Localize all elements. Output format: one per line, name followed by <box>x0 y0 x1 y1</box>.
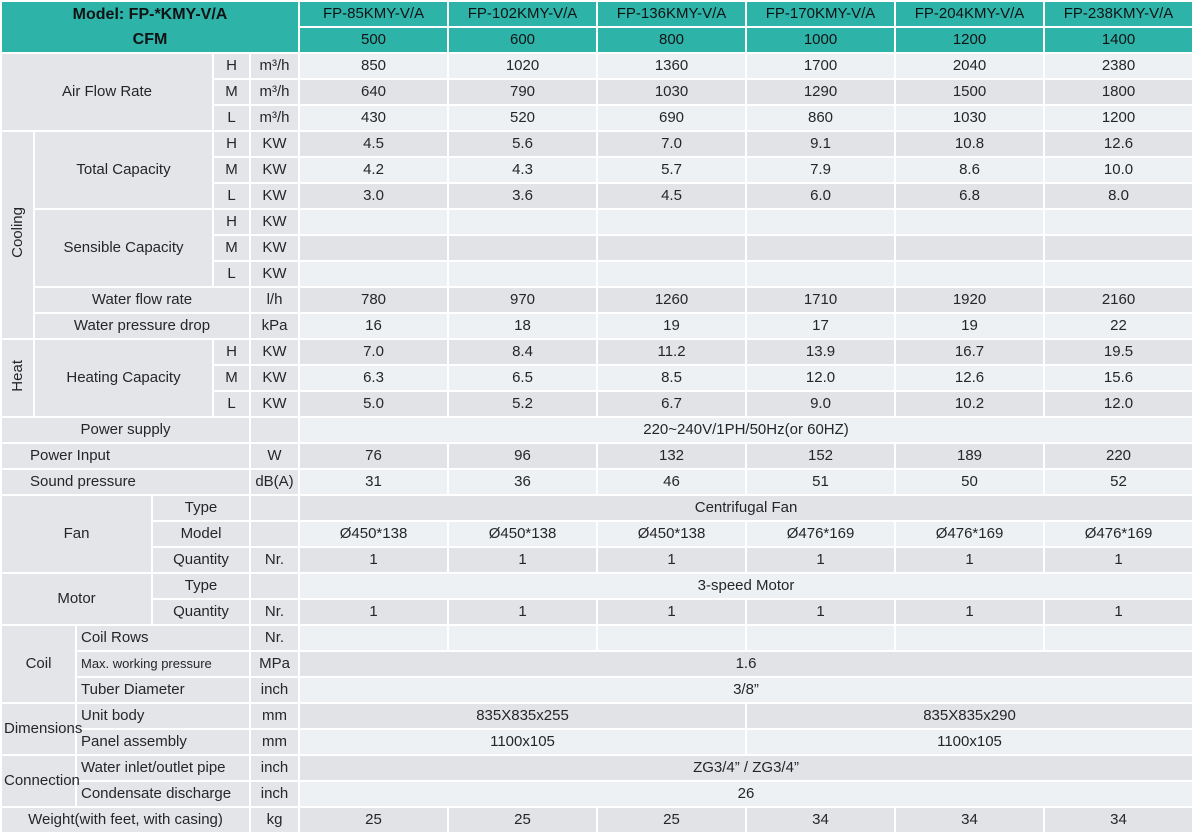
data-cell: 430 <box>300 106 447 130</box>
data-cell: 5.6 <box>449 132 596 156</box>
data-cell: Ø450*138 <box>598 522 745 546</box>
unit-label: l/h <box>251 288 298 312</box>
data-cell: 1 <box>1045 548 1192 572</box>
unit-label: dB(A) <box>251 470 298 494</box>
table-row <box>2 574 1192 598</box>
data-cell: 1290 <box>747 80 894 104</box>
data-cell: 8.0 <box>1045 184 1192 208</box>
data-cell: 6.0 <box>747 184 894 208</box>
model-column-header: FP-102KMY-V/A <box>449 2 596 26</box>
unit-label: mm <box>251 704 298 728</box>
unit-label: MPa <box>251 652 298 676</box>
data-cell-empty <box>300 626 447 650</box>
data-cell: 10.2 <box>896 392 1043 416</box>
data-cell: 1 <box>449 600 596 624</box>
cfm-value: 1200 <box>896 28 1043 52</box>
data-cell-empty <box>1045 626 1192 650</box>
row-label-panel-assembly: Panel assembly <box>77 730 249 754</box>
row-label-sensible-capacity: Sensible Capacity <box>35 210 212 286</box>
table-row <box>2 418 1192 442</box>
table-row <box>2 652 1192 676</box>
data-cell: 34 <box>1045 808 1192 832</box>
data-cell: 46 <box>598 470 745 494</box>
data-cell: 12.0 <box>1045 392 1192 416</box>
section-label-connection: Connection <box>2 756 75 806</box>
data-cell: Ø476*169 <box>896 522 1043 546</box>
data-cell: 1920 <box>896 288 1043 312</box>
data-cell: 16.7 <box>896 340 1043 364</box>
unit-label: KW <box>251 262 298 286</box>
data-cell: 1 <box>747 600 894 624</box>
data-cell-power-supply: 220~240V/1PH/50Hz(or 60HZ) <box>300 418 1192 442</box>
data-cell: 6.5 <box>449 366 596 390</box>
data-cell: 7.0 <box>598 132 745 156</box>
speed-label: L <box>214 106 249 130</box>
data-cell: 8.4 <box>449 340 596 364</box>
unit-label: Nr. <box>251 626 298 650</box>
data-cell: 520 <box>449 106 596 130</box>
data-cell-empty <box>1045 210 1192 234</box>
data-cell: 1 <box>1045 600 1192 624</box>
data-cell-empty <box>896 262 1043 286</box>
row-label-power-supply: Power supply <box>2 418 249 442</box>
data-cell-empty <box>747 210 894 234</box>
data-cell: 1 <box>896 548 1043 572</box>
row-label-unit-body: Unit body <box>77 704 249 728</box>
unit-label: KW <box>251 236 298 260</box>
speed-label: L <box>214 262 249 286</box>
data-cell: 4.5 <box>598 184 745 208</box>
data-cell: 850 <box>300 54 447 78</box>
table-row <box>2 626 1192 650</box>
data-cell: 1360 <box>598 54 745 78</box>
data-cell-empty <box>300 210 447 234</box>
data-cell: 9.1 <box>747 132 894 156</box>
table-row <box>2 522 1192 546</box>
speed-label: H <box>214 132 249 156</box>
row-label-fan-quantity: Quantity <box>153 548 249 572</box>
unit-label: inch <box>251 756 298 780</box>
table-row <box>2 2 1192 26</box>
model-column-header: FP-136KMY-V/A <box>598 2 745 26</box>
data-cell: 189 <box>896 444 1043 468</box>
unit-label: KW <box>251 366 298 390</box>
section-label-fan: Fan <box>2 496 151 572</box>
data-cell-empty <box>747 236 894 260</box>
unit-label: inch <box>251 678 298 702</box>
data-cell: 1710 <box>747 288 894 312</box>
data-cell: 11.2 <box>598 340 745 364</box>
table-row <box>2 704 1192 728</box>
data-cell: 25 <box>449 808 596 832</box>
data-cell: Ø450*138 <box>449 522 596 546</box>
row-label-water-inlet-outlet-pipe: Water inlet/outlet pipe <box>77 756 249 780</box>
row-label-heating-capacity: Heating Capacity <box>35 340 212 416</box>
data-cell: 3.0 <box>300 184 447 208</box>
data-cell-condensate-discharge: 26 <box>300 782 1192 806</box>
section-label-dimensions: Dimensions <box>2 704 75 754</box>
data-cell-panel-assembly-right: 1100x105 <box>747 730 1192 754</box>
section-label-motor: Motor <box>2 574 151 624</box>
data-cell-empty <box>896 236 1043 260</box>
data-cell: 10.8 <box>896 132 1043 156</box>
data-cell: 6.7 <box>598 392 745 416</box>
data-cell: 4.2 <box>300 158 447 182</box>
unit-label: KW <box>251 210 298 234</box>
table-row <box>2 132 1192 156</box>
data-cell: 18 <box>449 314 596 338</box>
data-cell-empty <box>449 262 596 286</box>
table-row <box>2 444 1192 468</box>
data-cell: 1500 <box>896 80 1043 104</box>
data-cell: 640 <box>300 80 447 104</box>
data-cell: 2380 <box>1045 54 1192 78</box>
speed-label: M <box>214 80 249 104</box>
data-cell: 19 <box>598 314 745 338</box>
data-cell: 1 <box>449 548 596 572</box>
table-row <box>2 54 1192 78</box>
data-cell: 31 <box>300 470 447 494</box>
table-row <box>2 314 1192 338</box>
data-cell-empty <box>896 210 1043 234</box>
data-cell: 34 <box>747 808 894 832</box>
row-label-fan-type: Type <box>153 496 249 520</box>
speed-label: H <box>214 340 249 364</box>
model-header-cell <box>2 2 298 52</box>
data-cell: 5.7 <box>598 158 745 182</box>
data-cell: 860 <box>747 106 894 130</box>
data-cell: 76 <box>300 444 447 468</box>
table-row <box>2 496 1192 520</box>
data-cell: 9.0 <box>747 392 894 416</box>
unit-label-empty <box>251 574 298 598</box>
data-cell-unit-body-left: 835X835x255 <box>300 704 745 728</box>
unit-label: KW <box>251 132 298 156</box>
data-cell: 5.2 <box>449 392 596 416</box>
speed-label: M <box>214 236 249 260</box>
data-cell: 25 <box>598 808 745 832</box>
model-column-header: FP-170KMY-V/A <box>747 2 894 26</box>
speed-label: L <box>214 184 249 208</box>
data-cell-empty <box>300 262 447 286</box>
data-cell: 1 <box>300 548 447 572</box>
unit-label: KW <box>251 184 298 208</box>
data-cell: 1 <box>598 600 745 624</box>
speed-label: H <box>214 54 249 78</box>
unit-label-empty <box>251 522 298 546</box>
unit-label: m³/h <box>251 54 298 78</box>
section-label-cooling: Cooling <box>2 132 33 338</box>
data-cell: 132 <box>598 444 745 468</box>
data-cell: 1200 <box>1045 106 1192 130</box>
data-cell-empty <box>747 262 894 286</box>
data-cell-empty <box>747 626 894 650</box>
unit-label: mm <box>251 730 298 754</box>
data-cell: 2040 <box>896 54 1043 78</box>
data-cell: 34 <box>896 808 1043 832</box>
data-cell: 12.0 <box>747 366 894 390</box>
data-cell-empty <box>598 262 745 286</box>
data-cell: 1030 <box>896 106 1043 130</box>
row-label-sound-pressure: Sound pressure <box>2 470 249 494</box>
data-cell: 12.6 <box>896 366 1043 390</box>
data-cell-empty <box>598 210 745 234</box>
data-cell-empty <box>896 626 1043 650</box>
speed-label: H <box>214 210 249 234</box>
row-label-water-pressure-drop: Water pressure drop <box>35 314 249 338</box>
cfm-header-label: CFM <box>132 30 168 48</box>
data-cell-empty <box>300 236 447 260</box>
data-cell: 25 <box>300 808 447 832</box>
row-label-condensate-discharge: Condensate discharge <box>77 782 249 806</box>
data-cell: 19 <box>896 314 1043 338</box>
row-label-tuber-diameter: Tuber Diameter <box>77 678 249 702</box>
data-cell: 16 <box>300 314 447 338</box>
table-row <box>2 210 1192 234</box>
data-cell: 790 <box>449 80 596 104</box>
data-cell: 5.0 <box>300 392 447 416</box>
data-cell-empty <box>1045 262 1192 286</box>
cfm-value: 1400 <box>1045 28 1192 52</box>
unit-label: kPa <box>251 314 298 338</box>
data-cell-empty <box>598 236 745 260</box>
data-cell-max-working-pressure: 1.6 <box>300 652 1192 676</box>
data-cell-water-pipe: ZG3/4” / ZG3/4” <box>300 756 1192 780</box>
data-cell: Ø450*138 <box>300 522 447 546</box>
unit-label: kg <box>251 808 298 832</box>
cfm-value: 500 <box>300 28 447 52</box>
row-label-fan-model: Model <box>153 522 249 546</box>
data-cell: 1 <box>896 600 1043 624</box>
data-cell: 6.8 <box>896 184 1043 208</box>
row-label-coil-rows: Coil Rows <box>77 626 249 650</box>
table-row <box>2 288 1192 312</box>
data-cell: 4.5 <box>300 132 447 156</box>
table-row <box>2 548 1192 572</box>
data-cell: 1800 <box>1045 80 1192 104</box>
table-row <box>2 470 1192 494</box>
data-cell: 2160 <box>1045 288 1192 312</box>
row-label-total-capacity: Total Capacity <box>35 132 212 208</box>
table-row <box>2 678 1192 702</box>
row-label-max-working-pressure: Max. working pressure <box>77 652 249 676</box>
unit-label: W <box>251 444 298 468</box>
data-cell-empty <box>449 236 596 260</box>
unit-label: KW <box>251 158 298 182</box>
unit-label: KW <box>251 340 298 364</box>
data-cell: 13.9 <box>747 340 894 364</box>
data-cell: 1020 <box>449 54 596 78</box>
data-cell-panel-assembly-left: 1100x105 <box>300 730 745 754</box>
data-cell: 8.5 <box>598 366 745 390</box>
data-cell: 3.6 <box>449 184 596 208</box>
model-column-header: FP-238KMY-V/A <box>1045 2 1192 26</box>
section-label-heat: Heat <box>2 340 33 416</box>
table-row <box>2 600 1192 624</box>
row-label-air-flow-rate: Air Flow Rate <box>2 54 212 130</box>
data-cell: 1 <box>598 548 745 572</box>
data-cell-empty <box>598 626 745 650</box>
cfm-value: 600 <box>449 28 596 52</box>
speed-label: M <box>214 366 249 390</box>
data-cell: 50 <box>896 470 1043 494</box>
section-label-coil: Coil <box>2 626 75 702</box>
data-cell-fan-type: Centrifugal Fan <box>300 496 1192 520</box>
data-cell: 36 <box>449 470 596 494</box>
row-label-motor-type: Type <box>153 574 249 598</box>
data-cell: 780 <box>300 288 447 312</box>
data-cell: 690 <box>598 106 745 130</box>
data-cell: 17 <box>747 314 894 338</box>
speed-label: L <box>214 392 249 416</box>
row-label-power-input: Power Input <box>2 444 249 468</box>
data-cell: 220 <box>1045 444 1192 468</box>
data-cell: Ø476*169 <box>1045 522 1192 546</box>
data-cell: 1700 <box>747 54 894 78</box>
data-cell-empty <box>1045 236 1192 260</box>
table-row <box>2 340 1192 364</box>
data-cell: 22 <box>1045 314 1192 338</box>
data-cell-tuber-diameter: 3/8” <box>300 678 1192 702</box>
data-cell: 51 <box>747 470 894 494</box>
data-cell: 7.0 <box>300 340 447 364</box>
data-cell-unit-body-right: 835X835x290 <box>747 704 1192 728</box>
table-row <box>2 730 1192 754</box>
unit-label: inch <box>251 782 298 806</box>
row-label-water-flow-rate: Water flow rate <box>35 288 249 312</box>
unit-label: Nr. <box>251 600 298 624</box>
row-label-motor-quantity: Quantity <box>153 600 249 624</box>
model-header-label: Model: FP-*KMY-V/A <box>72 5 228 23</box>
data-cell: 970 <box>449 288 596 312</box>
data-cell: 1030 <box>598 80 745 104</box>
data-cell: 96 <box>449 444 596 468</box>
data-cell: 152 <box>747 444 894 468</box>
model-column-header: FP-204KMY-V/A <box>896 2 1043 26</box>
unit-label: m³/h <box>251 106 298 130</box>
unit-label-empty <box>251 496 298 520</box>
data-cell: 52 <box>1045 470 1192 494</box>
data-cell: 10.0 <box>1045 158 1192 182</box>
data-cell: 19.5 <box>1045 340 1192 364</box>
data-cell-motor-type: 3-speed Motor <box>300 574 1192 598</box>
data-cell: Ø476*169 <box>747 522 894 546</box>
data-cell: 6.3 <box>300 366 447 390</box>
data-cell: 12.6 <box>1045 132 1192 156</box>
data-cell-empty <box>449 626 596 650</box>
row-label-weight: Weight(with feet, with casing) <box>2 808 249 832</box>
unit-label: m³/h <box>251 80 298 104</box>
data-cell-empty <box>449 210 596 234</box>
cfm-value: 1000 <box>747 28 894 52</box>
data-cell: 8.6 <box>896 158 1043 182</box>
unit-label: KW <box>251 392 298 416</box>
data-cell: 4.3 <box>449 158 596 182</box>
data-cell: 1260 <box>598 288 745 312</box>
unit-label-empty <box>251 418 298 442</box>
data-cell: 1 <box>300 600 447 624</box>
data-cell: 15.6 <box>1045 366 1192 390</box>
model-column-header: FP-85KMY-V/A <box>300 2 447 26</box>
table-row <box>2 808 1192 832</box>
table-row <box>2 756 1192 780</box>
unit-label: Nr. <box>251 548 298 572</box>
speed-label: M <box>214 158 249 182</box>
data-cell: 7.9 <box>747 158 894 182</box>
cfm-value: 800 <box>598 28 745 52</box>
data-cell: 1 <box>747 548 894 572</box>
table-row <box>2 782 1192 806</box>
